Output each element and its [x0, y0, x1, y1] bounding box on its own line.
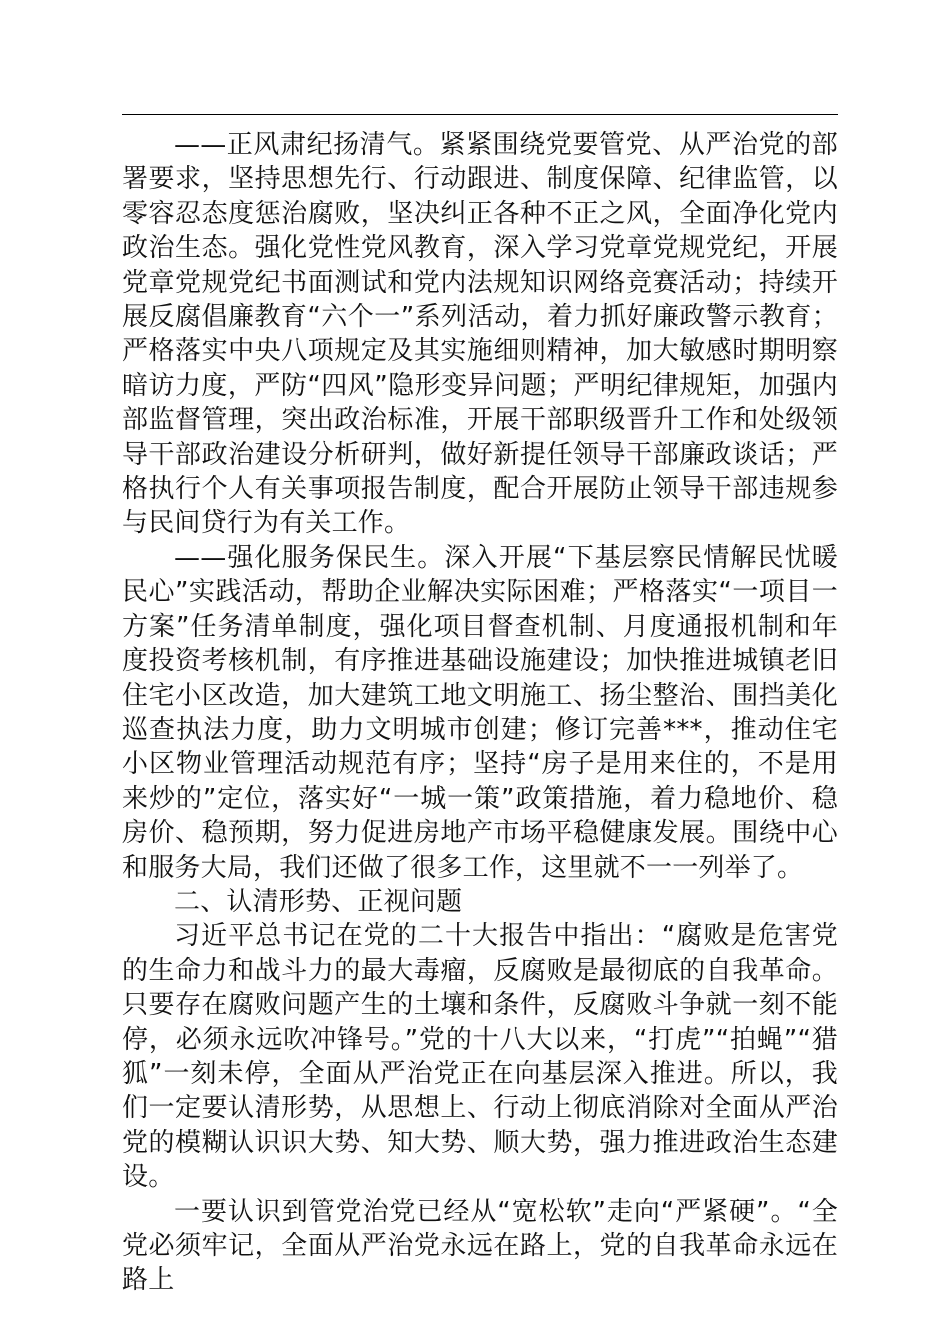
- paragraph-discipline: ——正风肃纪扬清气。紧紧围绕党要管党、从严治党的部署要求，坚持思想先行、行动跟进、制度保障、纪律监管，以零容忍态度惩治腐败，坚决纠正各种不正之风，全面净化党内政治生态。强化党性党风教育，深入学习党章党规党纪，开展党章党规党纪书面测试和党内法规知识网络竞赛活动；持续开展反腐倡廉教育“六个一”系列活动，着力抓好廉政警示教育；严格落实中央八项规定及其实施细则精神，加大敏感时期明察暗访力度，严防“四风”隐形变异问题；严明纪律规矩，加强内部监督管理，突出政治标准，开展干部职级晋升工作和处级领导干部政治建设分析研判，做好新提任领导干部廉政谈话；严格执行个人有关事项报告制度，配合开展防止领导干部违规参与民间贷行为有关工作。: [122, 130, 838, 539]
- paragraph-situation: 习近平总书记在党的二十大报告中指出：“腐败是危害党的生命力和战斗力的最大毒瘤，反腐败是最彻底的自我革命。只要存在腐败问题产生的土壤和条件，反腐败斗争就一刻不能停，必须永远吹冲锋号。”党的十八大以来，“打虎”“拍蝇”“猎狐”一刻未停，全面从严治党正在向基层深入推进。所以，我们一定要认清形势，从思想上、行动上彻底消除对全面从严治党的模糊认识识大势、知大势、顺大势，强力推进政治生态建设。: [122, 921, 838, 1193]
- document-body: [122, 128, 838, 1298]
- header-rule: [122, 114, 838, 115]
- paragraph-first-point: 一要认识到管党治党已经从“宽松软”走向“严紧硬”。“全党必须牢记，全面从严治党永远在路上，党的自我革命永远在路上: [122, 1196, 838, 1296]
- paragraph-livelihood: ——强化服务保民生。深入开展“下基层察民情解民忧暖民心”实践活动，帮助企业解决实际困难；严格落实“一项目一方案”任务清单制度，强化项目督查机制、月度通报机制和年度投资考核机制，有序推进基础设施建设；加快推进城镇老旧住宅小区改造，加大建筑工地文明施工、扬尘整治、围挡美化巡查执法力度，助力文明城市创建；修订完善***，推动住宅小区物业管理活动规范有序；坚持“房子是用来住的，不是用来炒的”定位，落实好“一城一策”政策措施，着力稳地价、稳房价、稳预期，努力促进房地产市场平稳健康发展。围绕中心和服务大局，我们还做了很多工作，这里就不一一列举了。: [122, 542, 838, 883]
- section-heading: 二、认清形势、正视问题: [174, 886, 463, 917]
